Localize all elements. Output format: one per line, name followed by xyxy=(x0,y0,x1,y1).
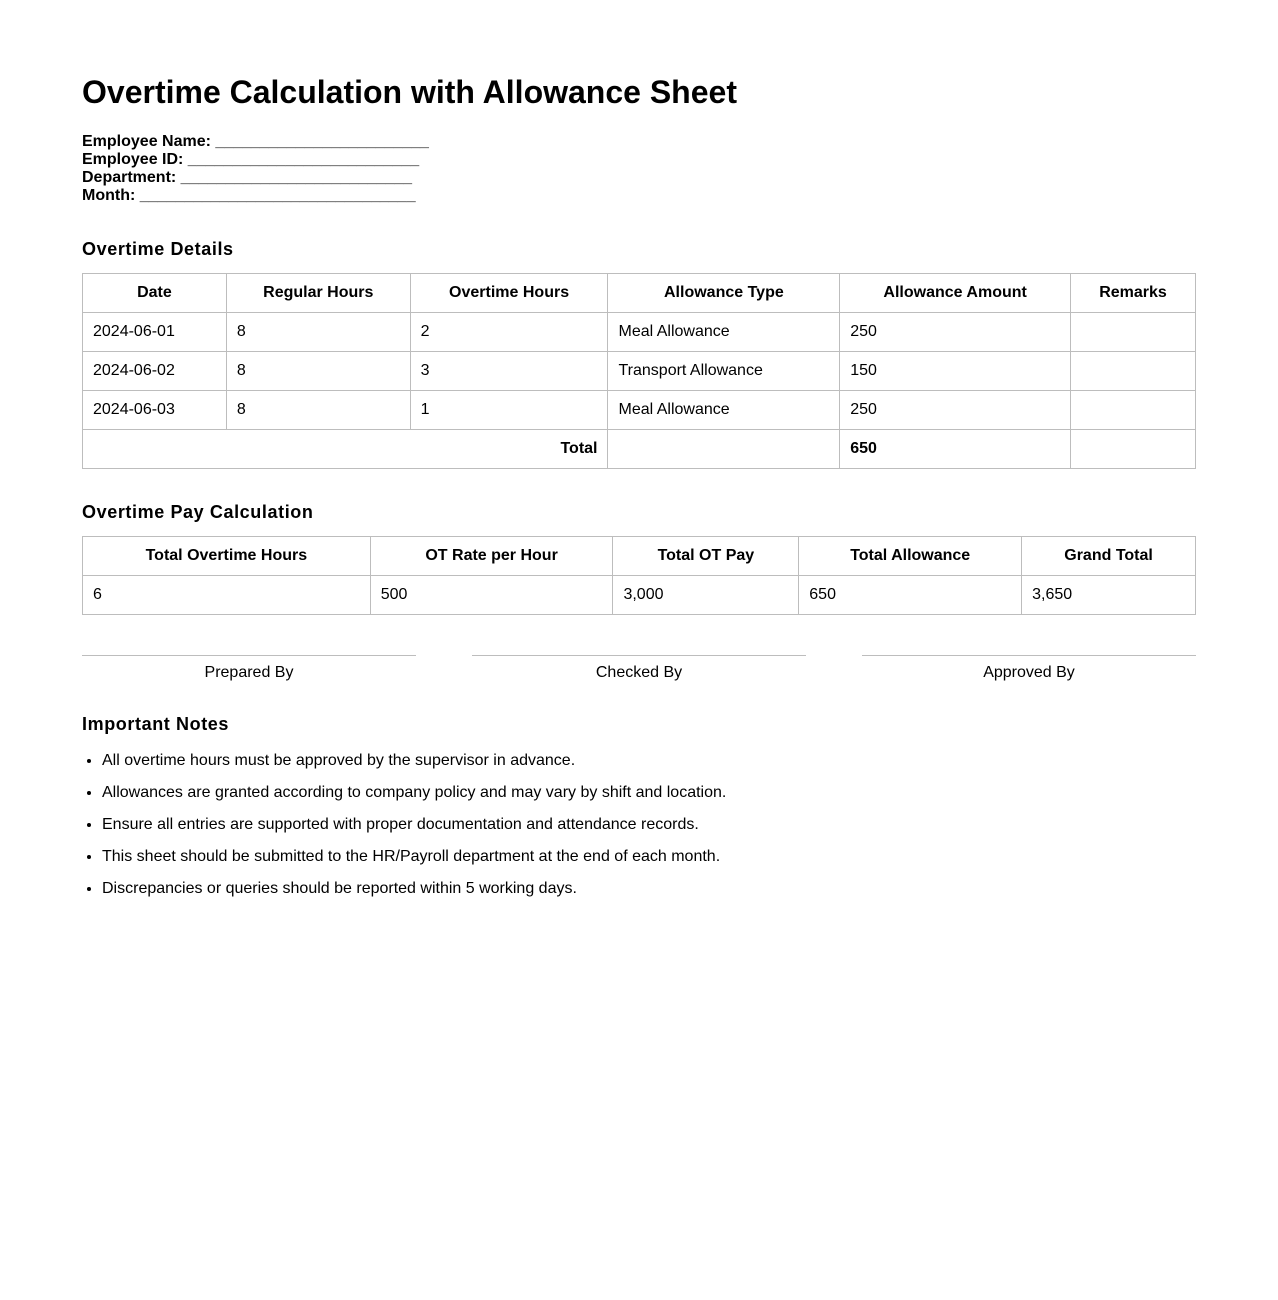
total-empty-cell xyxy=(608,430,840,469)
column-header: Overtime Hours xyxy=(410,274,608,313)
column-header: Remarks xyxy=(1071,274,1196,313)
column-header: OT Rate per Hour xyxy=(370,537,613,576)
table-header-row xyxy=(83,537,1196,576)
notes-list xyxy=(82,752,1196,898)
column-header: Total OT Pay xyxy=(613,537,799,576)
checked-by-signature: Checked By xyxy=(472,655,806,682)
cell-allowance-type: Meal Allowance xyxy=(608,391,840,430)
cell-ot-rate: 500 xyxy=(370,576,613,615)
pay-calculation-heading: Overtime Pay Calculation xyxy=(82,502,314,522)
overtime-details-heading: Overtime Details xyxy=(82,239,234,259)
list-item: • This sheet should be submitted to the HR/Payroll department at the end of each month. xyxy=(102,848,1196,866)
cell-overtime-hours: 3 xyxy=(410,352,608,391)
table-row xyxy=(83,313,1196,352)
employee-name-field: Employee Name: ________________________ xyxy=(82,133,429,150)
table-header-row xyxy=(83,274,1196,313)
department-field: Department: __________________________ xyxy=(82,169,413,186)
cell-regular-hours: 8 xyxy=(226,391,410,430)
overtime-details-table xyxy=(82,273,1196,469)
list-item: • All overtime hours must be approved by the supervisor in advance. xyxy=(102,752,1196,770)
cell-remarks xyxy=(1071,313,1196,352)
column-header: Date xyxy=(83,274,227,313)
list-item: • Allowances are granted according to company policy and may vary by shift and location. xyxy=(102,784,1196,802)
table-row xyxy=(83,352,1196,391)
pay-calculation-table xyxy=(82,536,1196,615)
total-remarks-cell xyxy=(1071,430,1196,469)
total-allowance-amount: 650 xyxy=(840,430,1071,469)
month-field: Month: _______________________________ xyxy=(82,187,416,204)
column-header: Allowance Amount xyxy=(840,274,1071,313)
list-item: • Discrepancies or queries should be reported within 5 working days. xyxy=(102,880,1196,898)
cell-allowance-type: Meal Allowance xyxy=(608,313,840,352)
employee-id-field: Employee ID: __________________________ xyxy=(82,151,420,168)
notes-heading: Important Notes xyxy=(82,714,230,734)
page-title: Overtime Calculation with Allowance Sheet xyxy=(82,74,737,110)
total-label: Total xyxy=(83,430,608,469)
cell-allowance-amount: 150 xyxy=(840,352,1071,391)
column-header: Total Overtime Hours xyxy=(83,537,371,576)
table-row xyxy=(83,576,1196,615)
cell-remarks xyxy=(1071,352,1196,391)
cell-date: 2024-06-03 xyxy=(83,391,227,430)
cell-regular-hours: 8 xyxy=(226,352,410,391)
column-header: Grand Total xyxy=(1022,537,1196,576)
column-header: Regular Hours xyxy=(226,274,410,313)
signature-section xyxy=(82,655,1196,682)
cell-grand-total: 3,650 xyxy=(1022,576,1196,615)
column-header: Total Allowance xyxy=(799,537,1022,576)
cell-allowance-amount: 250 xyxy=(840,313,1071,352)
list-item: • Ensure all entries are supported with proper documentation and attendance records. xyxy=(102,816,1196,834)
cell-regular-hours: 8 xyxy=(226,313,410,352)
cell-remarks xyxy=(1071,391,1196,430)
prepared-by-signature: Prepared By xyxy=(82,655,416,682)
column-header: Allowance Type xyxy=(608,274,840,313)
table-row xyxy=(83,391,1196,430)
cell-total-ot-pay: 3,000 xyxy=(613,576,799,615)
cell-overtime-hours: 2 xyxy=(410,313,608,352)
cell-date: 2024-06-01 xyxy=(83,313,227,352)
cell-allowance-type: Transport Allowance xyxy=(608,352,840,391)
cell-allowance-amount: 250 xyxy=(840,391,1071,430)
cell-overtime-hours: 1 xyxy=(410,391,608,430)
cell-total-overtime-hours: 6 xyxy=(83,576,371,615)
cell-total-allowance: 650 xyxy=(799,576,1022,615)
employee-info xyxy=(82,133,1196,205)
total-row xyxy=(83,430,1196,469)
approved-by-signature: Approved By xyxy=(862,655,1196,682)
cell-date: 2024-06-02 xyxy=(83,352,227,391)
